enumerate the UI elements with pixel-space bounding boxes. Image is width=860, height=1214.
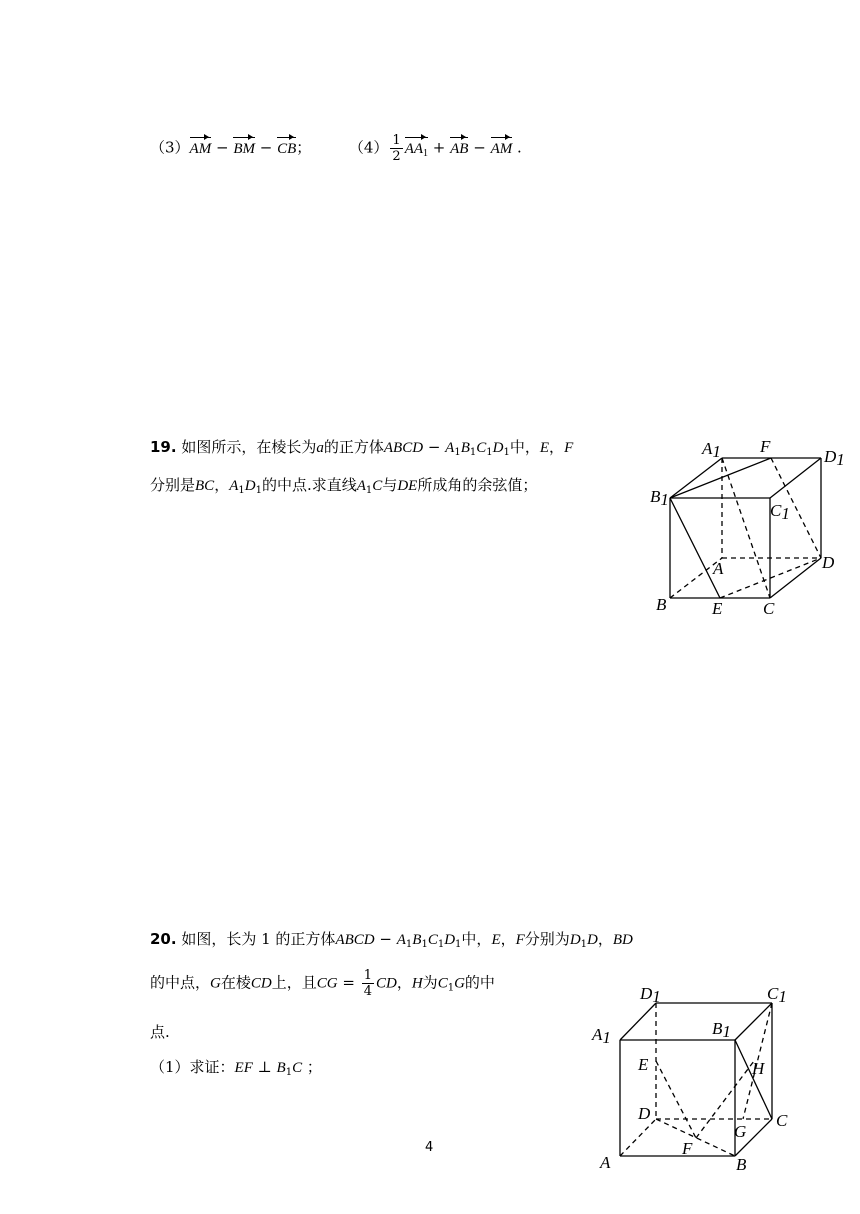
- var-de: DE: [397, 478, 418, 494]
- subscript: 1: [454, 447, 461, 458]
- text: 上，且: [271, 973, 317, 992]
- var: D: [587, 932, 598, 948]
- label-a: A: [713, 559, 724, 578]
- figure-20-cube: [588, 980, 803, 1180]
- fraction-numerator: 1: [392, 133, 401, 148]
- q20-sub-1: [150, 1057, 322, 1083]
- subscript: 1: [255, 485, 262, 496]
- label-d: D: [638, 1104, 651, 1123]
- q20-line-1: [150, 929, 633, 955]
- var-e: E: [539, 440, 550, 456]
- q20-line-3: [150, 1022, 170, 1042]
- figure-19-cube: [640, 432, 850, 622]
- comma: ，: [597, 930, 613, 948]
- label-b: B: [736, 1155, 747, 1174]
- edge-a1-d1: [620, 1003, 656, 1040]
- var: B: [276, 1060, 286, 1076]
- var-h: H: [411, 975, 423, 992]
- fraction-denominator: 2: [392, 149, 401, 164]
- subscript: 1: [486, 447, 493, 458]
- edge-c1-d1: [770, 458, 821, 498]
- edge-b1-c1: [735, 1003, 772, 1040]
- text: 所成角的余弦值；: [417, 476, 538, 494]
- label-f: F: [682, 1139, 693, 1158]
- var: D: [244, 478, 256, 494]
- label-a: A: [600, 1153, 611, 1172]
- q19-dot: .: [170, 438, 177, 456]
- var-bc: BC: [195, 478, 215, 494]
- label-d1: D1: [640, 984, 661, 1006]
- var: A: [356, 478, 366, 494]
- edge-c-d: [770, 558, 821, 598]
- subscript: 1: [365, 485, 373, 496]
- label-c: C: [776, 1111, 788, 1130]
- var: C: [372, 478, 383, 494]
- var: C: [292, 1060, 303, 1076]
- period: .: [512, 138, 522, 157]
- plus-sign: +: [428, 138, 451, 157]
- text: 的中点，: [150, 973, 211, 992]
- semicolon: ；: [296, 138, 312, 157]
- var-cd: CD: [375, 975, 397, 992]
- var-f: F: [515, 932, 525, 948]
- part-3-label: （3）: [150, 138, 190, 157]
- vector-ab: AB: [450, 140, 469, 157]
- vector-bm: BM: [233, 140, 255, 157]
- text: 的中: [464, 973, 495, 992]
- text: 点.: [150, 1023, 170, 1041]
- subscript: 1: [421, 939, 428, 950]
- label-a1: A1: [592, 1025, 611, 1047]
- page-number: 4: [425, 1140, 434, 1155]
- minus-sign: −: [255, 138, 278, 157]
- minus-sign: −: [211, 138, 234, 157]
- var-a: a: [316, 440, 324, 456]
- fraction-denominator: 4: [363, 984, 372, 999]
- label-a1: A1: [702, 439, 721, 461]
- cube-abcd: ABCD: [335, 932, 375, 948]
- minus-sign: −: [423, 438, 446, 456]
- q20-dot: .: [170, 930, 177, 948]
- semicolon: ；: [302, 1058, 322, 1076]
- segment-e-f: [656, 1061, 696, 1138]
- label-d1: D1: [824, 447, 845, 469]
- text: 中，: [509, 438, 540, 456]
- label-e: E: [638, 1055, 649, 1074]
- comma: ，: [500, 930, 516, 948]
- var: A: [445, 440, 455, 456]
- var: D: [569, 932, 581, 948]
- subscript: 1: [285, 1067, 293, 1078]
- edge-b1-a1: [670, 458, 722, 498]
- var: A: [229, 478, 239, 494]
- var: C: [476, 440, 487, 456]
- text: 在棱: [220, 973, 251, 992]
- segment-b1-f: [670, 458, 771, 498]
- vector-aa1: [405, 139, 428, 164]
- comma: ，: [549, 438, 565, 456]
- label-b1: B1: [712, 1019, 731, 1041]
- subscript: 1: [423, 147, 429, 159]
- vector-am: AM: [189, 140, 212, 157]
- part-3-4-line: [150, 133, 522, 164]
- label-e: E: [712, 599, 723, 618]
- fraction-numerator: 1: [363, 968, 372, 983]
- q19-number: 19: [150, 438, 171, 456]
- label-h: H: [752, 1059, 765, 1078]
- var: B: [460, 440, 470, 456]
- var-e: E: [491, 932, 501, 948]
- var: G: [454, 975, 465, 992]
- subscript: 1: [238, 485, 245, 496]
- subscript: 1: [405, 939, 413, 950]
- vector-cb: CB: [277, 140, 297, 157]
- label-b1: B1: [650, 487, 669, 509]
- comma: ，: [214, 476, 230, 494]
- segment-b1-e: [670, 498, 720, 598]
- perpendicular-sign: ⊥: [252, 1058, 277, 1076]
- var: B: [412, 932, 422, 948]
- var-ef: EF: [234, 1060, 253, 1076]
- q20-line-2: [150, 968, 495, 1002]
- text: 与: [382, 476, 398, 494]
- var-g: G: [210, 975, 221, 992]
- part-4-label: （4）: [348, 138, 389, 157]
- subscript: 1: [447, 982, 455, 994]
- var-f: F: [564, 440, 574, 456]
- label-f: F: [760, 437, 771, 456]
- label-b: B: [656, 595, 667, 614]
- text: 分别是: [150, 476, 196, 494]
- segment-a1-c: [722, 458, 770, 598]
- vector-text: AA: [404, 140, 424, 157]
- var: C: [427, 932, 438, 948]
- var-bd: BD: [612, 932, 633, 948]
- text: 如图所示，在棱长为: [176, 438, 317, 456]
- sub-question-label: （1）求证：: [150, 1058, 235, 1076]
- var-cd: CD: [250, 975, 272, 992]
- subscript: 1: [503, 447, 510, 458]
- minus-sign: −: [468, 138, 491, 157]
- text: 如图，长为 1 的正方体: [176, 930, 336, 948]
- var: A: [396, 932, 406, 948]
- text: 中，: [461, 930, 492, 948]
- var: C: [437, 975, 448, 992]
- text: 为: [422, 973, 438, 992]
- subscript: 1: [469, 447, 477, 458]
- q19-line-1: [150, 437, 573, 463]
- q19-line-2: [150, 475, 537, 501]
- subscript: 1: [455, 939, 462, 950]
- label-c1: C1: [770, 501, 790, 523]
- subscript: 1: [437, 939, 445, 950]
- vector-am-2: AM: [490, 140, 513, 157]
- text: 的中点.求直线: [261, 476, 357, 494]
- subscript: 1: [580, 939, 588, 950]
- comma: ，: [396, 973, 412, 992]
- text: 的正方体: [323, 438, 384, 456]
- var: D: [492, 440, 504, 456]
- fraction-quarter: [362, 968, 374, 999]
- var-cg: CG: [316, 975, 338, 992]
- minus-sign: −: [374, 930, 397, 948]
- var: D: [444, 932, 456, 948]
- edge-a-d: [620, 1119, 656, 1156]
- q20-number: 20: [150, 930, 171, 948]
- equals-sign: =: [337, 973, 360, 992]
- fraction-half: [390, 133, 402, 164]
- label-c1: C1: [767, 984, 787, 1006]
- cube-abcd: ABCD: [383, 440, 424, 456]
- label-g: G: [734, 1122, 747, 1141]
- segment-d-b: [656, 1119, 735, 1156]
- label-d: D: [822, 553, 835, 572]
- label-c: C: [763, 599, 775, 618]
- text: 分别为: [524, 930, 570, 948]
